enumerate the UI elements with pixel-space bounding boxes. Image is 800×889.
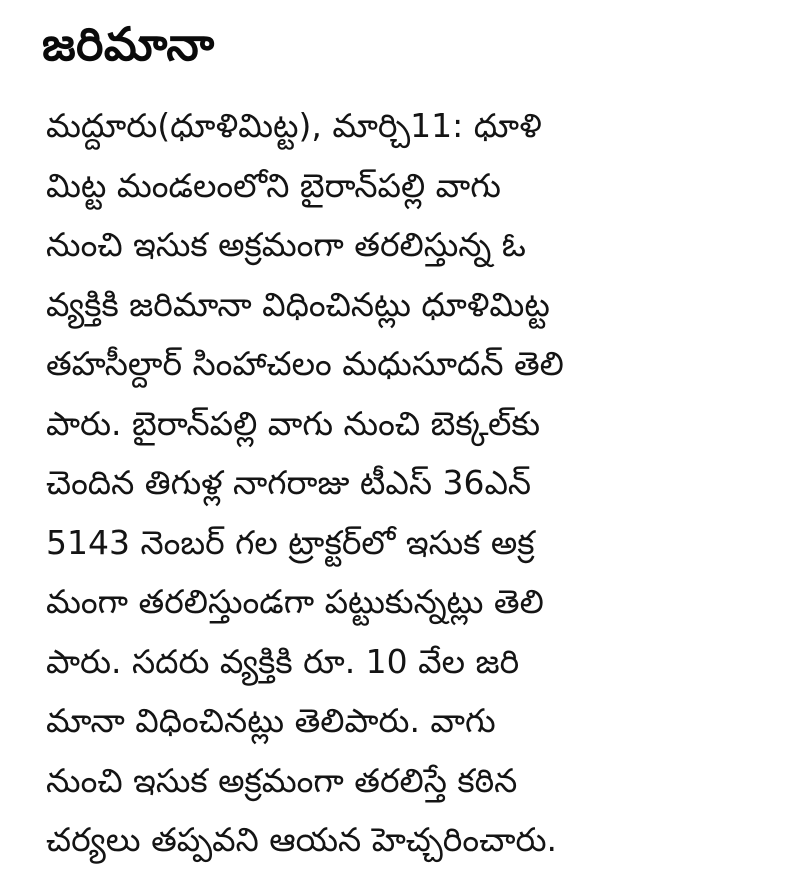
article-line: నుంచి ఇసుక అక్రమంగా తరలిస్తున్న ఓ [46, 225, 526, 264]
article-line: మానా విధించినట్లు తెలిపారు. వాగు [46, 701, 496, 740]
article-line: మద్దూరు(ధూళిమిట్ట), మార్చి11: ధూళి [46, 106, 542, 145]
article-line: తహసీల్దార్ సింహాచలం మధుసూదన్ తెలి [46, 344, 564, 383]
article-line: చర్యలు తప్పవని ఆయన హెచ్చరించారు. [46, 820, 557, 859]
article-line: వ్యక్తికి జరిమానా విధించినట్లు ధూళిమిట్ట [46, 284, 550, 324]
article-body [46, 96, 686, 870]
article-line: నుంచి ఇసుక అక్రమంగా తరలిస్తే కఠిన [46, 760, 518, 800]
article-headline: జరిమానా [42, 17, 215, 71]
article-line: 5143 నెంబర్ గల ట్రాక్టర్‌లో ఇసుక అక్ర [46, 522, 535, 562]
article-line: పారు. బైరాన్‌పల్లి వాగు నుంచి బెక్కల్‌కు [46, 403, 541, 443]
article-line: మిట్ట మండలంలోని బైరాన్‌పల్లి వాగు [46, 165, 501, 205]
article-line: పారు. సదరు వ్యక్తికి రూ. 10 వేల జరి [46, 641, 520, 681]
article-line: మంగా తరలిస్తుండగా పట్టుకున్నట్లు తెలి [46, 582, 544, 621]
article-line: చెందిన తిగుళ్ల నాగరాజు టీఎస్ 36ఎన్ [46, 463, 532, 502]
